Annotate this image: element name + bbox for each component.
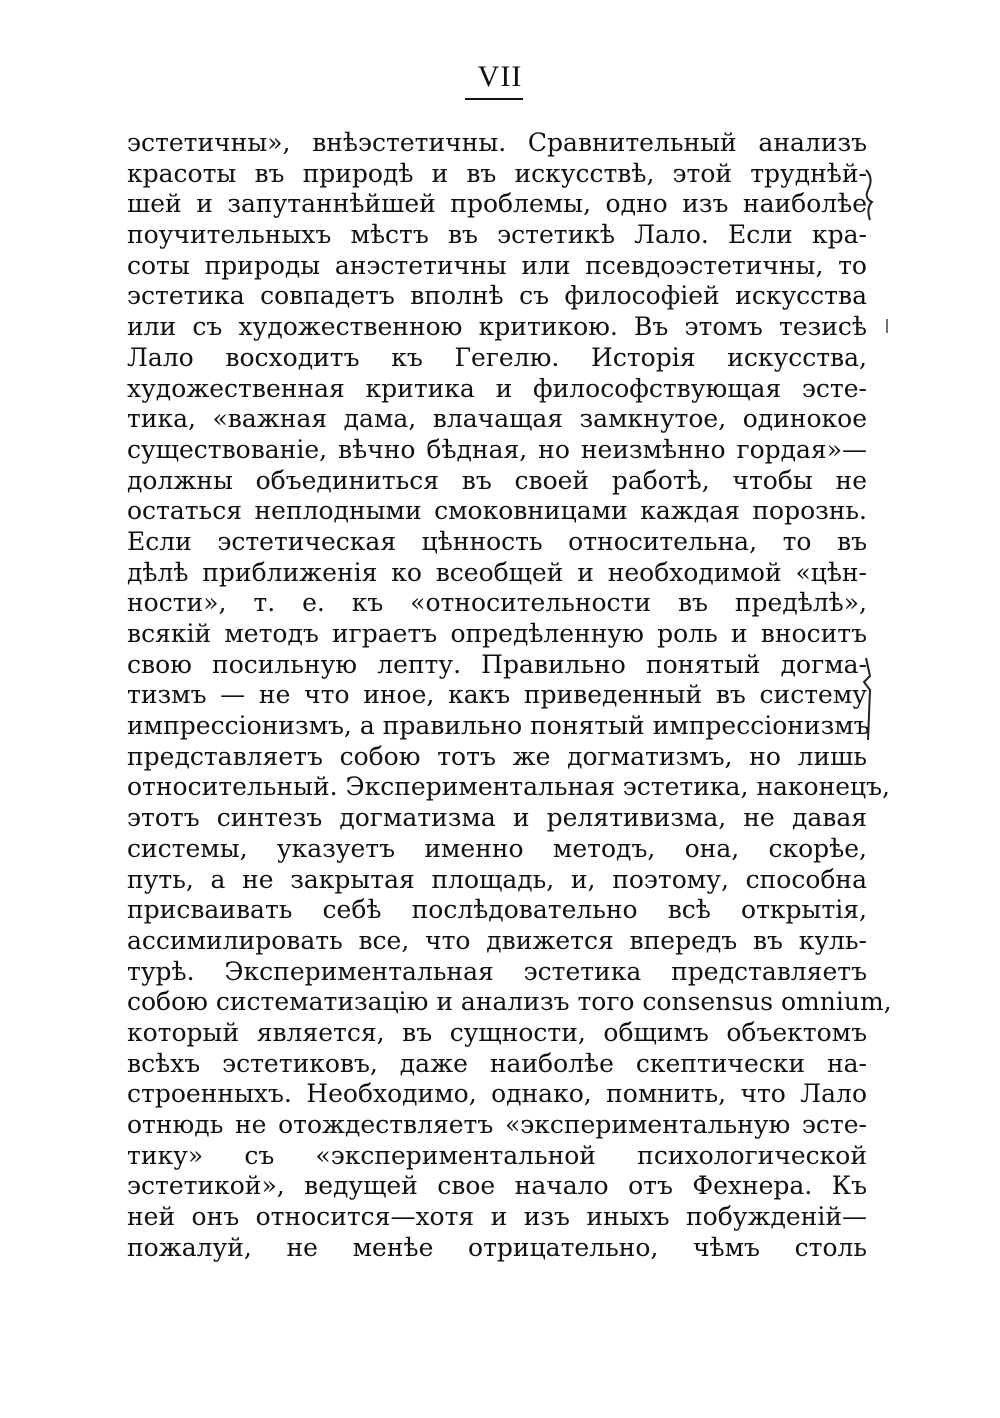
text-line: красоты въ природѣ и въ искусствѣ, этой труднѣй- — [127, 158, 867, 188]
text-line: художественная критика и философствующая эсте- — [127, 373, 867, 403]
text-line: всѣхъ эстетиковъ, даже наиболѣе скептически на- — [127, 1048, 867, 1078]
text-line: эстетикой», ведущей свое начало отъ Фехнера. Къ — [127, 1171, 867, 1201]
text-line: системы, указуетъ именно методъ, она, скорѣе, — [127, 833, 867, 863]
text-line: поучительныхъ мѣстъ въ эстетикѣ Лало. Если кра- — [127, 220, 867, 250]
text-line: тизмъ — не что иное, какъ приведенный въ систему — [127, 680, 867, 710]
text-line: пожалуй, не менѣе отрицательно, чѣмъ столь — [127, 1232, 867, 1262]
text-line: тика, «важная дама, влачащая замкнутое, одинокое — [127, 404, 867, 434]
page-number: VII — [477, 60, 523, 93]
text-line: отнюдь не отождествляетъ «экспериментальную эсте- — [127, 1110, 867, 1139]
text-line: собою систематизацію и анализъ того consensus omnium, — [127, 987, 892, 1017]
text-line: ней онъ относится—хотя и изъ иныхъ побужденій— — [127, 1202, 867, 1232]
text-line: шей и запутаннѣйшей проблемы, одно изъ наиболѣе — [127, 189, 867, 219]
text-line: ассимилировать все, что движется впередъ въ куль- — [127, 925, 867, 955]
text-body — [127, 128, 892, 1263]
text-line: или съ художественною критикою. Въ этомъ тезисѣ — [127, 312, 867, 342]
margin-bracket-mark — [862, 168, 882, 228]
text-line: представляетъ собою тотъ же догматизмъ, но лишь — [127, 741, 867, 771]
text-line: путь, а не закрытая площадь, и, поэтому, способна — [127, 864, 867, 894]
text-line: эстетичны», внѣэстетичны. Сравнительный анализъ — [127, 128, 867, 157]
text-line: турѣ. Экспериментальная эстетика представляетъ — [127, 956, 867, 986]
text-line: свою посильную лепту. Правильно понятый догма- — [127, 649, 867, 679]
text-line: соты природы анэстетичны или псевдоэстетичны, то — [127, 250, 867, 280]
text-line: который является, въ сущности, общимъ объектомъ — [127, 1017, 867, 1047]
margin-tick-mark — [884, 318, 890, 334]
text-line: Если эстетическая цѣнность относительна, то въ — [127, 526, 867, 556]
text-line: строенныхъ. Необходимо, однако, помнить, что Лало — [127, 1079, 867, 1109]
text-line: ности», т. е. къ «относительности въ предѣлѣ», — [127, 588, 867, 618]
text-line: всякій методъ играетъ опредѣленную роль и вноситъ — [127, 619, 867, 648]
text-line: существованіе, вѣчно бѣдная, но неизмѣнно гордая»— — [127, 434, 867, 464]
text-line: этотъ синтезъ догматизма и релятивизма, не давая — [127, 803, 867, 833]
text-line: эстетика совпадетъ вполнѣ съ философіей искусства — [127, 281, 867, 311]
text-line: остаться неплодными смоковницами каждая порознь. — [127, 496, 867, 526]
text-line: присваивать себѣ послѣдовательно всѣ открытія, — [127, 895, 867, 925]
text-line: Лало восходитъ къ Гегелю. Исторія искусства, — [127, 342, 867, 372]
text-line: тику» съ «экспериментальной психологической — [127, 1140, 867, 1170]
text-line: относительный. Экспериментальная эстетика, наконецъ, — [127, 772, 890, 802]
page-number-rule — [465, 98, 523, 100]
text-line: должны объединиться въ своей работѣ, чтобы не — [127, 465, 867, 495]
text-line: дѣлѣ приближенія ко всеобщей и необходимой «цѣн- — [127, 557, 867, 587]
margin-bracket-mark — [862, 656, 878, 742]
text-line: импрессіонизмъ, а правильно понятый импрессіонизмъ — [127, 711, 870, 741]
